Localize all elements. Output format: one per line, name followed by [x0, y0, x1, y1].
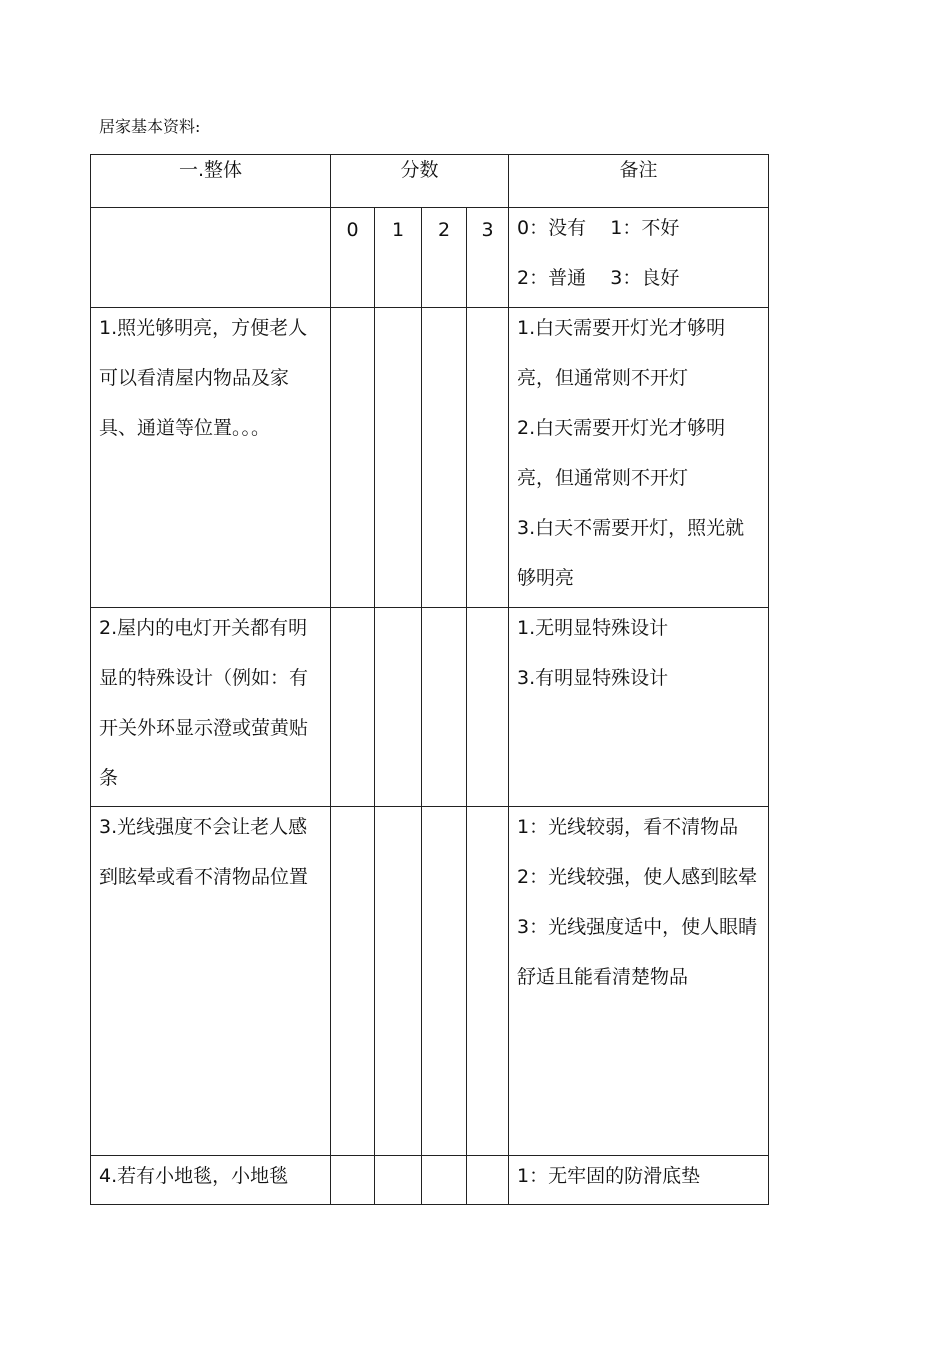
score-3: 3 [467, 208, 509, 308]
note-cell [509, 608, 769, 807]
header-note: 备注 [509, 155, 769, 208]
score-cell-0[interactable] [331, 1156, 375, 1205]
note-line: 2.白天需要开灯光才够明亮，但通常则不开灯 [517, 417, 726, 489]
score-cell-3[interactable] [467, 1156, 509, 1205]
header-score: 分数 [331, 155, 509, 208]
assessment-table [90, 154, 769, 1205]
empty-cell [91, 208, 331, 308]
legend-line-1: 0：没有 1：不好 [517, 217, 680, 239]
legend-line-2: 2：普通 3：良好 [517, 267, 680, 289]
score-cell-0[interactable] [331, 608, 375, 807]
note-line: 1：无牢固的防滑底垫 [517, 1165, 701, 1187]
table-row [91, 308, 769, 608]
score-cell-2[interactable] [422, 308, 467, 608]
score-legend-row [91, 208, 769, 308]
item-cell: 2.屋内的电灯开关都有明显的特殊设计（例如：有开关外环显示澄或萤黄贴条 [91, 608, 331, 807]
header-item: 一.整体 [91, 155, 331, 208]
score-cell-1[interactable] [375, 807, 422, 1156]
score-cell-1[interactable] [375, 1156, 422, 1205]
score-cell-0[interactable] [331, 807, 375, 1156]
note-line: 3.白天不需要开灯，照光就够明亮 [517, 517, 745, 589]
note-cell [509, 308, 769, 608]
score-cell-2[interactable] [422, 1156, 467, 1205]
note-line: 1.白天需要开灯光才够明亮，但通常则不开灯 [517, 317, 726, 389]
score-2: 2 [422, 208, 467, 308]
note-line: 1.无明显特殊设计 [517, 617, 669, 639]
score-cell-0[interactable] [331, 308, 375, 608]
score-cell-2[interactable] [422, 608, 467, 807]
section-label: 居家基本资料: [99, 117, 201, 136]
score-cell-2[interactable] [422, 807, 467, 1156]
note-cell [509, 807, 769, 1156]
item-cell: 3.光线强度不会让老人感到眩晕或看不清物品位置 [91, 807, 331, 1156]
score-1: 1 [375, 208, 422, 308]
note-line: 3.有明显特殊设计 [517, 667, 669, 689]
score-cell-3[interactable] [467, 308, 509, 608]
score-cell-3[interactable] [467, 807, 509, 1156]
note-line: 2：光线较强，使人感到眩晕 [517, 866, 758, 888]
note-line: 1：光线较弱，看不清物品 [517, 816, 739, 838]
note-line: 3：光线强度适中，使人眼睛舒适且能看清楚物品 [517, 916, 758, 988]
score-legend [509, 208, 769, 308]
score-cell-1[interactable] [375, 308, 422, 608]
score-0: 0 [331, 208, 375, 308]
note-cell [509, 1156, 769, 1205]
score-cell-3[interactable] [467, 608, 509, 807]
table-row [91, 608, 769, 807]
table-row [91, 807, 769, 1156]
table-row [91, 1156, 769, 1205]
item-cell: 4.若有小地毯，小地毯 [91, 1156, 331, 1205]
item-cell: 1.照光够明亮，方便老人可以看清屋内物品及家具、通道等位置。。。 [91, 308, 331, 608]
score-cell-1[interactable] [375, 608, 422, 807]
